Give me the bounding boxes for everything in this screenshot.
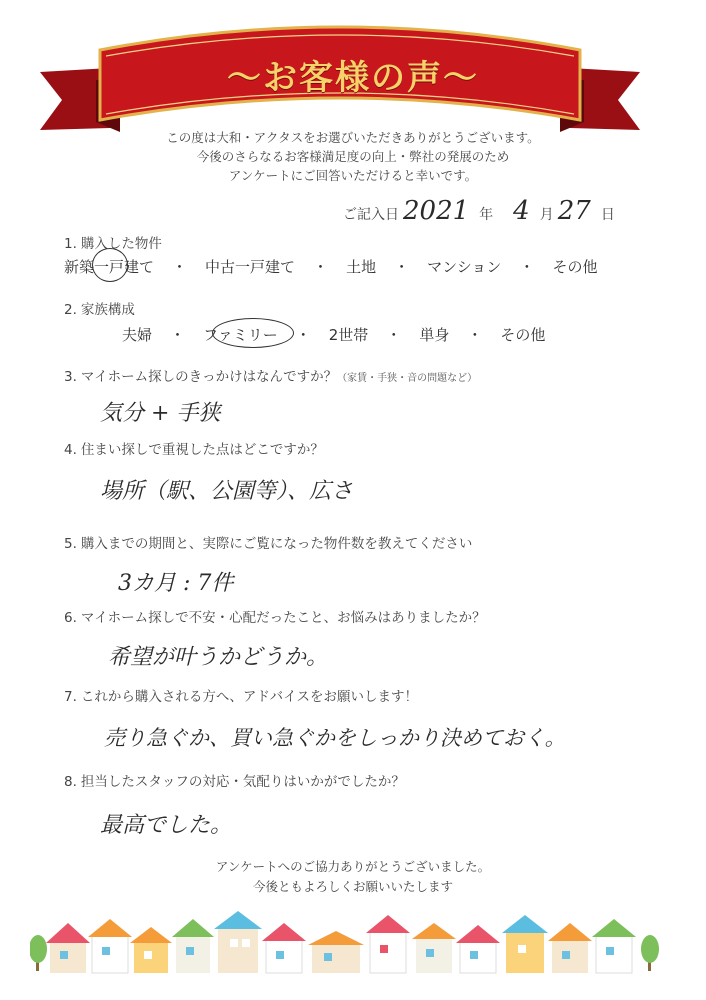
q2-options: 夫婦 ・ ファミリー ・ 2世帯 ・ 単身 ・ その他 [122, 326, 546, 344]
answer-7: 売り急ぐか、買い急ぐかをしっかり決めておく。 [104, 726, 566, 750]
q1-option-land[interactable]: 土地 [346, 258, 377, 276]
intro-text: この度は大和・アクタスをお選びいただきありがとうございます。 今後のさらなるお客様満足度の向上・弊社の発展のため アンケートにご回答いただけると幸いです。 [166, 130, 540, 183]
date-year: 2021 [403, 196, 470, 226]
question-1: 1. 購入した物件 [64, 236, 162, 252]
thanks-text: アンケートへのご協力ありがとうございました。 今後ともよろしくお願いいたします [215, 859, 491, 894]
q1-option-used-house[interactable]: 中古一戸建て [205, 258, 296, 276]
answer-8: 最高でした。 [100, 813, 233, 838]
question-3: 3. マイホーム探しのきっかけはなんですか？（家賃・手狭・音の問題など） [64, 369, 478, 385]
q2-option-two-generation[interactable]: 2世帯 [328, 326, 369, 344]
q1-selection-mark [92, 248, 128, 282]
banner-title: 〜お客様の声〜 [227, 58, 479, 98]
q1-option-mansion[interactable]: マンション [427, 258, 502, 276]
house-icon [88, 919, 132, 973]
house-icon [308, 931, 364, 973]
date-label: ご記入日 [343, 207, 399, 223]
question-4: 4. 住まい探しで重視した点はどこですか？ [64, 442, 324, 458]
house-icon [412, 923, 456, 973]
answer-5: 3カ月 : 7件 [118, 571, 234, 596]
q1-option-new-house[interactable]: 新築一戸建て [64, 258, 155, 276]
answer-4: 場所（駅、公園等）、広さ [100, 479, 354, 504]
house-icon [366, 915, 410, 973]
q2-option-single[interactable]: 単身 [419, 326, 450, 344]
house-icon [214, 911, 262, 973]
q1-options: 新築一戸建て ・ 中古一戸建て ・ 土地 ・ マンション ・ その他 [64, 258, 598, 276]
question-2: 2. 家族構成 [64, 302, 135, 318]
question-5: 5. 購入までの期間と、実際にご覧になった物件数を教えてください [64, 536, 473, 552]
entry-date: ご記入日 2021 年 4 月 27 日 [343, 196, 615, 226]
house-icon [456, 925, 500, 973]
house-icon [172, 919, 214, 973]
houses-illustration [30, 905, 670, 975]
question-7: 7. これから購入される方へ、アドバイスをお願いします！ [64, 689, 418, 705]
date-month: 4 [513, 196, 530, 226]
answer-6: 希望が叶うかどうか。 [108, 645, 329, 670]
question-8: 8. 担当したスタッフの対応・気配りはいかがでしたか？ [64, 774, 405, 790]
tree-icon [641, 935, 659, 971]
house-icon [592, 919, 636, 973]
question-6: 6. マイホーム探しで不安・心配だったこと、お悩みはありましたか？ [64, 610, 486, 626]
house-icon [502, 915, 548, 973]
q2-option-family[interactable]: ファミリー [203, 326, 278, 344]
house-icon [130, 927, 172, 973]
answer-3: 気分 + 手狭 [100, 401, 221, 426]
tree-icon [30, 935, 47, 971]
date-day: 27 [557, 196, 591, 226]
q2-option-other[interactable]: その他 [500, 326, 546, 344]
q1-option-other[interactable]: その他 [552, 258, 598, 276]
house-icon [262, 923, 306, 973]
house-icon [46, 923, 90, 973]
q2-selection-mark [212, 318, 294, 348]
house-icon [548, 923, 592, 973]
q2-option-couple[interactable]: 夫婦 [122, 326, 153, 344]
